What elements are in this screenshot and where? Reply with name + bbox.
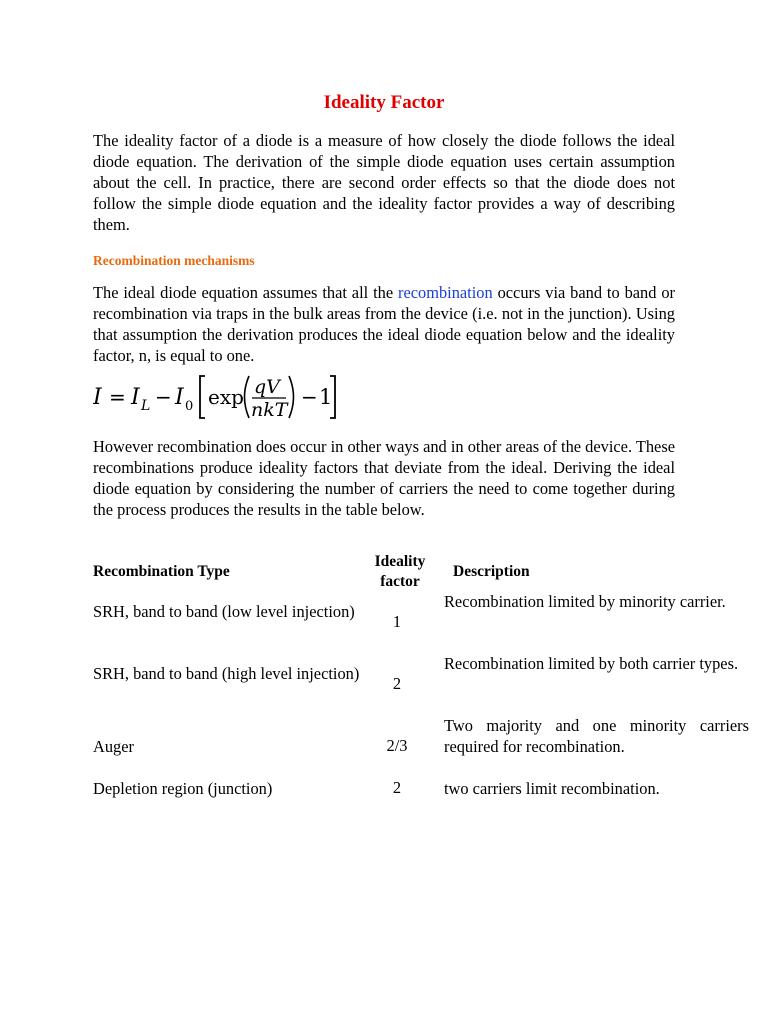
diode-equation (93, 366, 353, 424)
row-ideality: 2 (392, 674, 402, 693)
assumption-paragraph (93, 282, 675, 366)
svg-text:1: 1 (319, 385, 333, 409)
header-ideality-factor: Ideality factor (374, 553, 426, 590)
recombination-link[interactable]: recombination (398, 283, 493, 302)
row-type: SRH, band to band (low level injection) (93, 602, 355, 621)
row-description: two carriers limit recombination. (444, 779, 660, 798)
row-type: SRH, band to band (high level injection) (93, 664, 360, 683)
svg-text:I: I (131, 385, 140, 410)
row-type: Depletion region (junction) (93, 779, 273, 798)
svg-text:−: − (301, 385, 318, 409)
paragraph-text: The ideal diode equation assumes that all the (93, 283, 398, 302)
svg-text:I: I (175, 385, 184, 410)
page-title: Ideality Factor (323, 92, 445, 113)
svg-text:L: L (141, 398, 151, 414)
svg-text:nkT: nkT (251, 399, 288, 421)
svg-text:=: = (109, 385, 126, 409)
svg-text:I: I (93, 385, 102, 410)
diode-equation-graphic (93, 366, 353, 424)
row-type: Auger (93, 737, 134, 756)
paragraph-text: occurs via band to band or recombination via traps in the bulk areas from the device (i.e. not in the junction). Using that assumption the derivation produces the ideal diode equation below and the ideality factor, n, is equal to one. (93, 283, 675, 365)
header-recombination-type: Recombination Type (93, 563, 230, 580)
svg-text:exp: exp (208, 385, 244, 409)
row-description: Recombination limited by minority carrier. (444, 592, 726, 611)
row-description: Two majority and one minority carriers required for recombination. (444, 716, 749, 756)
header-description: Description (453, 563, 530, 580)
row-description: Recombination limited by both carrier types. (444, 654, 739, 673)
intro-paragraph: The ideality factor of a diode is a measure of how closely the diode follows the ideal diode equation. The derivation of the simple diode equation uses certain assumption about the cell. In practice, there are second order effects so that the diode does not follow the simple diode equation and the ideality factor provides a way of describing them. (93, 131, 675, 234)
row-ideality: 2/3 (386, 736, 408, 755)
deviation-paragraph: However recombination does occur in other ways and in other areas of the device. These recombinations produce ideality factors that deviate from the ideal. Deriving the ideal diode equation by considering the number of carriers the need to come together during the process produces the results in the table below. (93, 437, 675, 519)
row-ideality: 2 (392, 778, 402, 797)
svg-text:0: 0 (185, 399, 194, 414)
svg-text:qV: qV (254, 376, 280, 398)
svg-text:−: − (155, 385, 172, 409)
section-heading: Recombination mechanisms (93, 253, 255, 268)
row-ideality: 1 (392, 612, 402, 631)
